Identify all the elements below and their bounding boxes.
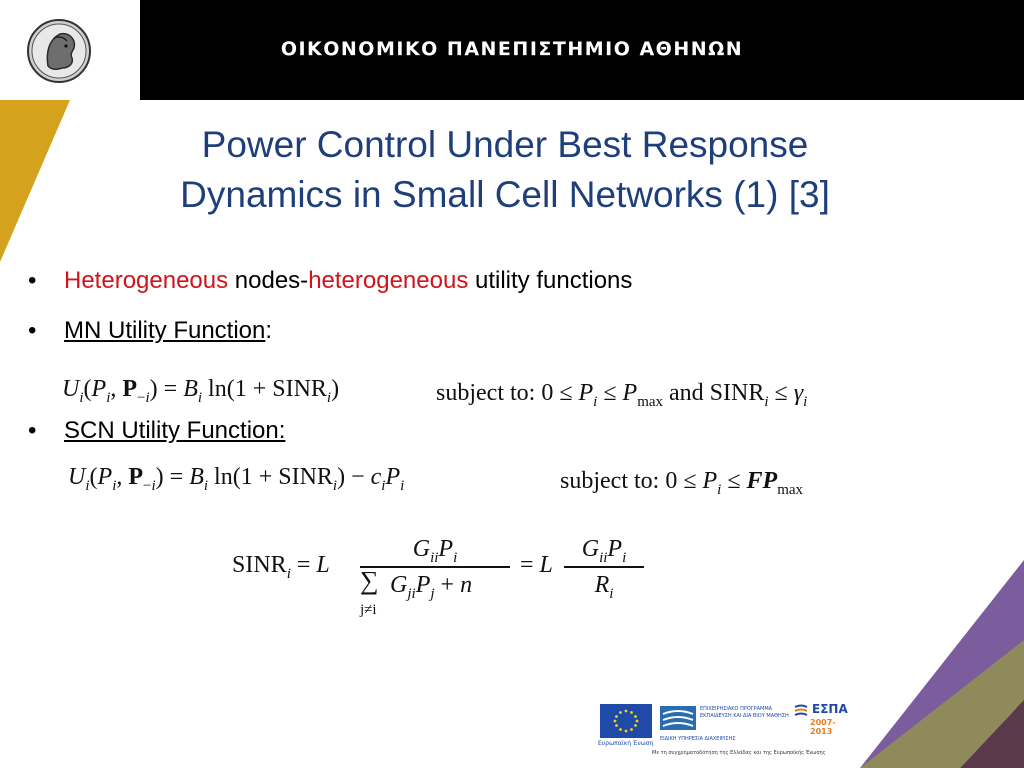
mn-utility-label: MN Utility Function <box>64 317 266 344</box>
eu-label: Ευρωπαϊκή Ένωση <box>598 740 654 747</box>
slide-title <box>90 120 920 220</box>
agency-label: ΕΙΔΙΚΗ ΥΠΗΡΕΣΙΑ ΔΙΑΧΕΙΡΙΣΗΣ <box>660 736 736 742</box>
mn-max-sub: max <box>637 393 664 410</box>
sinr-formula: $SINR_i = L$ $G_{ii}P_i$ ∑ $G_{ji}P_j + n$ j≠i = L $G_{ii}P_i$ $R_i$ <box>232 536 652 626</box>
bullet-scn-utility <box>28 416 285 446</box>
mn-sinr: SINR <box>709 380 765 406</box>
mn-and: and <box>669 380 704 406</box>
footer-logos <box>596 700 852 760</box>
program-logo-icon <box>660 706 696 730</box>
scn-utility-equation: $U_i(P_i$, $P_{-i}) = B_i$ $\ln(1 + SINR_i) - c_iP_i$ <box>68 464 405 494</box>
gold-triangle-decoration <box>0 100 70 262</box>
sum-index: j≠i <box>360 602 377 618</box>
bullet-text-utility-functions: utility functions <box>468 267 633 294</box>
sinr-label: SINR <box>232 552 287 578</box>
mn-ln-term: ln(1 + SINR <box>208 376 327 402</box>
bullet-dot: • <box>28 267 37 294</box>
espa-years: 2007-2013 <box>810 718 836 736</box>
bullet-dot: • <box>28 317 37 344</box>
espa-logo-icon <box>794 704 808 718</box>
bullet-mn-utility <box>28 316 272 346</box>
slide-title-line2: Dynamics in Small Cell Networks (1) [3] <box>180 174 830 215</box>
mn-utility-equation: $U_i(P_i$, $P_{-i}) = B_i$ $\ln(1 + SINR_i)$ <box>62 376 340 406</box>
bullet-text-heterogeneous-1: Heterogeneous <box>64 267 229 294</box>
program-label: ΕΠΙΧΕΙΡΗΣΙΑΚΟ ΠΡΟΓΡΑΜΜΑ ΕΚΠΑΙΔΕΥΣΗ ΚΑΙ ΔΙΑ ΒΙΟΥ ΜΑΘΗΣΗ <box>700 706 789 719</box>
scn-constraint: subject to: $0 \le P_i \le FP_{max}$ <box>560 468 804 498</box>
eu-flag-icon <box>600 704 652 738</box>
scn-utility-label: SCN Utility Function: <box>64 417 286 444</box>
mn-utility-colon: : <box>265 317 273 344</box>
bullet-dot: • <box>28 417 37 444</box>
espa-label: ΕΣΠΑ <box>812 702 848 716</box>
scn-subject-to: subject to: <box>560 468 660 494</box>
slide-title-line1: Power Control Under Best Response <box>201 124 809 165</box>
university-coin-logo-icon <box>26 18 92 84</box>
university-name: ΟΙΚΟΝΟΜΙΚΟ ΠΑΝΕΠΙΣΤΗΜΙΟ ΑΘΗΝΩΝ <box>280 38 744 60</box>
bullet-text-nodes: nodes- <box>228 267 309 294</box>
bullet-heterogeneous <box>28 266 632 296</box>
mn-constraint: subject to: $0 \le P_i \le P_{max}$ and $SINR_i \le \gamma_i$ <box>436 380 808 410</box>
cofund-label: Με τη συγχρηματοδότηση της Ελλάδας και της Ευρωπαϊκής Ένωσης <box>652 750 826 756</box>
mn-subject-to: subject to: <box>436 380 536 406</box>
bullet-text-heterogeneous-2: heterogeneous <box>308 267 469 294</box>
